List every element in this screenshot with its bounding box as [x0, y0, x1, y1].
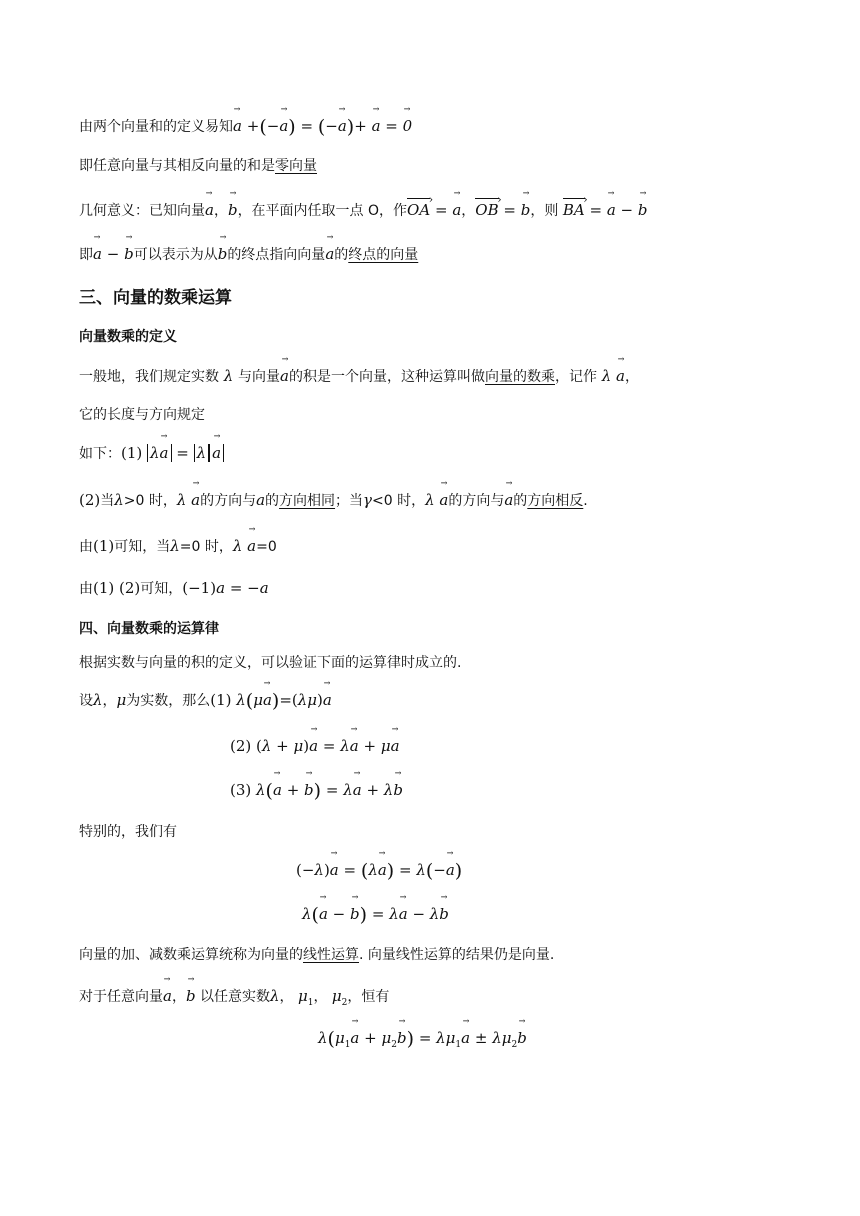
text: 几何意义：已知向量 [79, 203, 205, 219]
text: 的积是一个向量，这种运算叫做 [289, 369, 485, 385]
underlined-term: 方向相反 [527, 493, 584, 509]
text: ，恒有 [347, 989, 390, 1005]
text: 的 [513, 493, 528, 509]
formula-line: (−λ)→ a = (λ→ a) = λ(−→ a) [296, 860, 462, 881]
formula-line: $\lambda(\mu_1\to a + \mu_2\to b) = \lambda\mu_1\to a \pm \lambda\mu_2\to b$ [318, 1028, 527, 1055]
text: . [583, 493, 588, 509]
formula: (1) λ(μ→ a)=(λμ)→ a [210, 691, 332, 709]
text: 的 [265, 493, 280, 509]
text: ， [102, 693, 117, 709]
text: 设 [79, 693, 93, 709]
text-line [79, 116, 412, 137]
formula: OB › = → b [475, 201, 530, 219]
formula-line: (3) λ(→ a + → b) = λ→ a + λ→ b [230, 780, 403, 801]
text: >0 时， [123, 493, 177, 509]
text: 以任意实数 [200, 989, 271, 1005]
text: =0 时， [179, 539, 233, 555]
text-line [79, 443, 224, 464]
formula: (1) λ→ a = λ→ a [121, 444, 224, 462]
formula-line: λ(→ a − → b) = λ→ a − λ→ b [302, 904, 449, 925]
text: <0 时， [372, 493, 426, 509]
text: 对于任意向量 [79, 989, 163, 1005]
text: 即 [79, 247, 93, 263]
text: 与向量 [238, 369, 281, 385]
text-line [79, 156, 317, 176]
text: ；当 [335, 493, 364, 509]
text-line: 根据实数与向量的积的定义，可以验证下面的运算律时成立的. [79, 655, 462, 671]
text: 为实数，那么 [126, 693, 211, 709]
text-line: 即→ a − → b可以表示为从→ b的终点指向向量→ a的终点的向量 [79, 244, 418, 265]
text: 即任意向量与其相反向量的和是 [79, 158, 275, 174]
text: 的方向与 [448, 493, 505, 509]
underlined-term: 线性运算 [303, 947, 359, 963]
underlined-term: 方向相同 [279, 493, 336, 509]
text: 的 [334, 247, 349, 263]
text: . 向量线性运算的结果仍是向量. [359, 947, 555, 963]
text: ，记作 [555, 369, 597, 385]
text-line: (2)当λ>0 时，λ → a的方向与a的方向相同；当γ<0 时，λ → a的方向与→ a的方向相反. [79, 490, 588, 511]
text: ，在平面内任取一点 O，作 [237, 203, 408, 219]
text-line: 由(1) (2)可知，(−1)a = −a [79, 579, 269, 597]
text: 的终点指向向量 [227, 247, 326, 263]
text-line: 几何意义：已知向量→ a，→ b，在平面内任取一点 O，作OA › = → a，OB › = → b，则 BA › = → a − → b [79, 198, 648, 221]
formula: → a +(−→ a) = (−→ a)+ → a = → 0 [233, 117, 412, 135]
text-line: 特别的，我们有 [79, 824, 177, 840]
text: 当 [100, 493, 115, 509]
text-line: 它的长度与方向规定 [79, 407, 205, 423]
text-line: 由(1)可知，当λ=0 时，λ → a=0 [79, 536, 277, 557]
underlined-term: 零向量 [275, 158, 317, 174]
text-line: 对于任意向量→ a，→ b 以任意实数λ， $\mu_1$， $\mu_2$，恒有 [79, 986, 389, 1013]
text-line: 设λ，μ为实数，那么(1) λ(μ→ a)=(λμ)→ a [79, 690, 332, 711]
text: =0 [256, 539, 277, 555]
formula: OA › = → a [407, 201, 461, 219]
text: 如下： [79, 446, 121, 462]
section-heading: 三、向量的数乘运算 [79, 288, 232, 308]
text: 由 [79, 539, 93, 555]
text: 可知，当 [114, 539, 171, 555]
text: 可知， [140, 581, 183, 597]
formula-line: (2) (λ + μ)→ a = λ→ a + μ→ a [230, 736, 400, 757]
text: ，则 [530, 203, 559, 219]
text: 向量的加、减数乘运算统称为向量的 [79, 947, 303, 963]
text: 由两个向量和的定义易知 [79, 119, 233, 135]
text: 由 [79, 581, 93, 597]
subsection-heading: 四、向量数乘的运算律 [79, 621, 219, 637]
underlined-term: 终点的向量 [348, 247, 419, 263]
text: 一般地，我们规定实数 [79, 369, 219, 385]
text-line: 一般地，我们规定实数 λ 与向量→ a的积是一个向量，这种运算叫做向量的数乘，记作 λ → a， [79, 366, 639, 387]
formula: BA › = → a − → b [563, 201, 648, 219]
text: 可以表示为从 [133, 247, 218, 263]
subsection-heading: 向量数乘的定义 [79, 329, 177, 345]
text: 的方向与 [200, 493, 257, 509]
underlined-term: 向量的数乘 [485, 369, 555, 385]
text-line [79, 945, 554, 965]
